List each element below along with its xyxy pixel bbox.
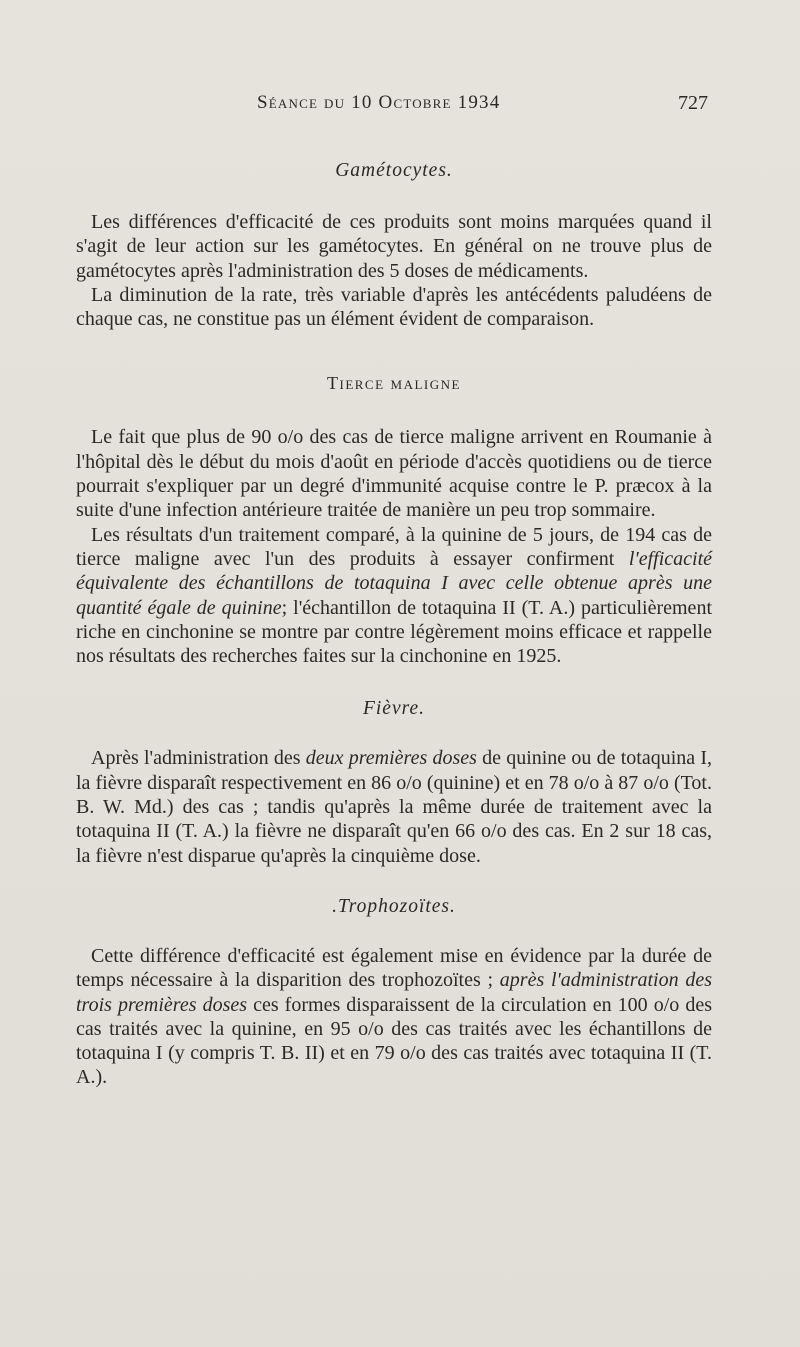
- paragraph-fievre-part-b: de quinine ou de totaquina I, la fièvre disparaît respectivement en 86 o/o (quinine) et en 78 o/o à 87 o/o (Tot. B. W. Md.) des cas ; tandis qu'après la même durée de traitement avec la totaquina II (T. A.) la fièvre ne disparaît qu'en 66 o/o des cas. En 2 sur 18 cas, la fièvre n'est disparue qu'après la cinquième dose.: [76, 747, 712, 867]
- section-title-gametocytes: Gamétocytes.: [335, 160, 453, 181]
- section-title-trophozoites: .Trophozoïtes.: [332, 895, 456, 917]
- section-title-fievre: Fièvre.: [362, 698, 426, 720]
- paragraph-tierce-2-emphasis: l'efficacité équivalente des échantillons de totaquina I avec celle obtenue après une quantité égale de quinine: [76, 547, 712, 619]
- paragraph-fievre: [76, 746, 712, 867]
- paragraph-tierce-2-part-b: ; l'échantillon de totaquina II (T. A.) particulièrement riche en cinchonine se montre par contre légèrement moins efficace et rappelle nos résultats des recherches faites sur la cinchonine en 1925.: [76, 596, 712, 668]
- page-header: [0, 92, 800, 122]
- paragraph-trophozoites-part-b: ces formes disparaissent de la circulation en 100 o/o des cas traités avec la quinine, en 95 o/o des cas traités avec les échantillons de totaquina I (y compris T. B. II) et en 79 o/o des cas traités avec totaquina II (T. A.).: [76, 993, 712, 1089]
- paragraph-fievre-emphasis: deux premières doses: [305, 747, 477, 770]
- paragraph-trophozoites-part-a: Cette différence d'efficacité est également mise en évidence par la durée de temps nécessaire à la disparition des trophozoïtes ;: [76, 944, 712, 992]
- page-body: [76, 150, 712, 1090]
- page-number: 727: [678, 92, 708, 114]
- paragraph-trophozoites: [76, 944, 712, 1090]
- paragraph-tierce-2-part-a: Les résultats d'un traitement comparé, à la quinine de 5 jours, de 194 cas de tierce maligne avec l'un des produits à essayer confirment: [76, 523, 712, 570]
- paragraph-tierce-2: [76, 523, 712, 669]
- paragraph-gametocytes-2: La diminution de la rate, très variable d'après les antécédents paludéens de chaque cas, ne constitue pas un élément évident de comparaison.: [76, 283, 712, 331]
- paragraph-gametocytes-1: Les différences d'efficacité de ces produits sont moins marquées quand il s'agit de leur action sur les gamétocytes. En général on ne trouve plus de gamétocytes après l'administration des 5 doses de médicaments.: [76, 211, 712, 282]
- paragraph-fievre-part-a: Après l'administration des: [91, 747, 306, 770]
- section-title-tierce-maligne: Tierce maligne: [327, 373, 461, 394]
- paragraph-trophozoites-emphasis: après l'administration des trois premières doses: [76, 969, 713, 1016]
- running-head: Séance du 10 Octobre 1934: [257, 92, 501, 113]
- paragraph-tierce-1: Le fait que plus de 90 o/o des cas de tierce maligne arrivent en Roumanie à l'hôpital dès le début du mois d'août en période d'accès quotidiens ou de tierce pourrait s'expliquer par un degré d'immunité acquise contre le P. præcox à la suite d'une infection antérieure traitée de manière un peu trop sommaire.: [76, 426, 712, 522]
